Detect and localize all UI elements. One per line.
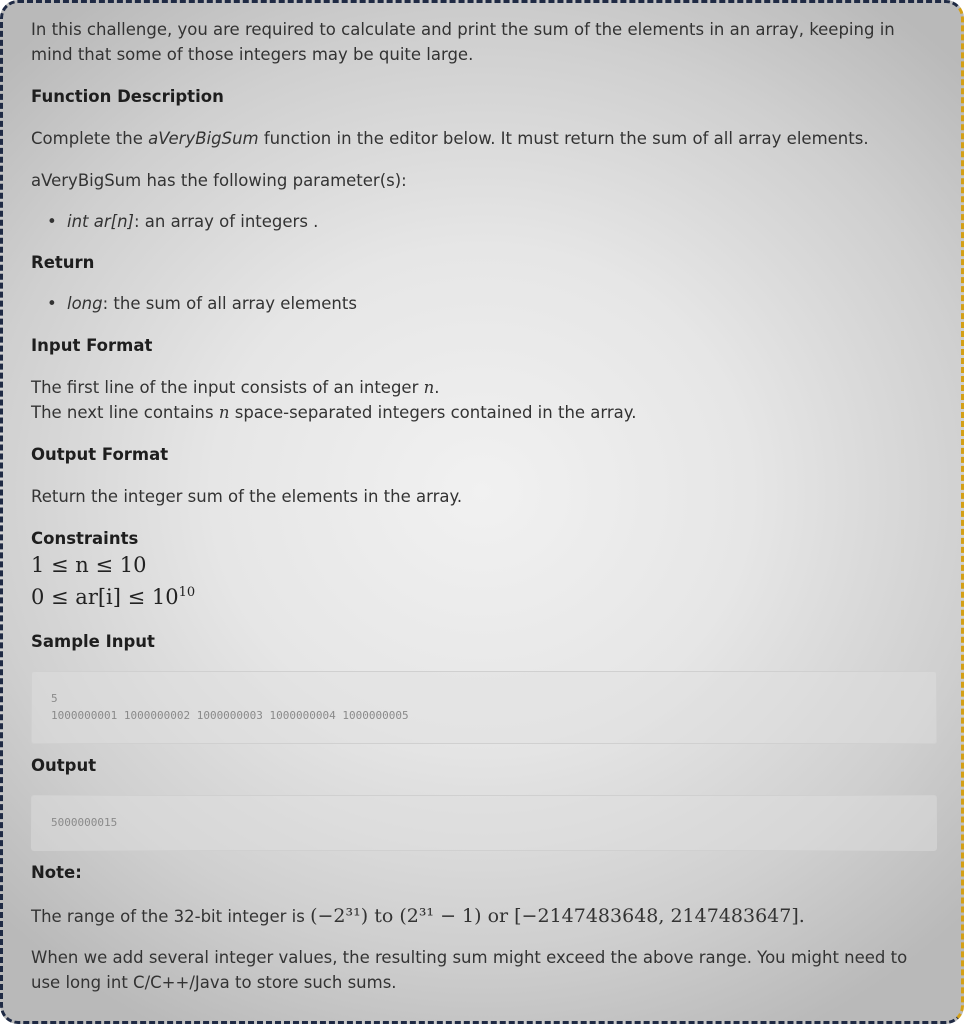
note-range-math: (−2³¹) to (2³¹ − 1) or [−2147483648, 2147483647].: [310, 905, 805, 927]
constraint-ar-exp: 10: [178, 585, 196, 600]
constraints-heading: Constraints: [31, 529, 139, 548]
return-desc: : the sum of all array elements: [102, 294, 357, 313]
return-list: [31, 291, 937, 316]
intro-text: In this challenge, you are required to calculate and print the sum of the elements in an array, keeping in mind that some of those integers may be quite large.: [31, 20, 895, 64]
if-l2-before: The next line contains: [31, 403, 219, 422]
problem-statement: [31, 17, 937, 995]
function-description-text: [31, 126, 937, 151]
output-format-heading: Output Format: [31, 445, 169, 464]
params-list: [31, 209, 937, 234]
note-heading: Note:: [31, 863, 82, 882]
sample-input-heading: Sample Input: [31, 632, 155, 651]
note-range-text: The range of the 32-bit integer is: [31, 907, 311, 926]
if-l1-before: The first line of the input consists of an integer: [31, 378, 424, 397]
return-item: [31, 291, 937, 316]
input-format-line2: [31, 400, 937, 425]
var-n: n: [218, 403, 230, 422]
if-l2-after: space-separated integers contained in the array.: [229, 403, 637, 422]
if-l1-after: .: [434, 378, 440, 397]
output-format-text: Return the integer sum of the elements in the array.: [31, 487, 463, 506]
output-value: 5000000015: [51, 816, 118, 829]
fd-text-after: function in the editor below. It must return the sum of all array elements.: [258, 129, 869, 148]
function-name: aVeryBigSum: [148, 129, 259, 148]
constraint-n: 1 ≤ n ≤ 10: [31, 553, 147, 577]
constraint-ar: [31, 579, 937, 611]
sample-input-line2: 1000000001 1000000002 1000000003 1000000004 1000000005: [51, 709, 409, 722]
note-paragraph: When we add several integer values, the resulting sum might exceed the above range. You might need to use long int C/C++/Java to store such sums.: [31, 948, 908, 992]
param-desc: : an array of integers .: [133, 212, 319, 231]
return-type: long: [67, 294, 103, 313]
param-name: int ar[n]: [67, 212, 134, 231]
note-range: [31, 902, 937, 931]
function-description-heading: Function Description: [31, 87, 224, 106]
params-intro: aVeryBigSum has the following parameter(s):: [31, 171, 407, 190]
fd-text-before: Complete the: [31, 129, 149, 148]
constraint-ar-base: 0 ≤ ar[i] ≤ 10: [31, 585, 179, 609]
sample-input-box: [31, 671, 937, 744]
param-item: [31, 209, 937, 234]
output-heading: Output: [31, 756, 97, 775]
return-heading: Return: [31, 253, 95, 272]
input-format-line1: [31, 375, 937, 400]
sample-input-line1: 5: [51, 692, 58, 705]
var-n: n: [423, 378, 435, 397]
output-box: [31, 795, 937, 851]
input-format-heading: Input Format: [31, 336, 153, 355]
